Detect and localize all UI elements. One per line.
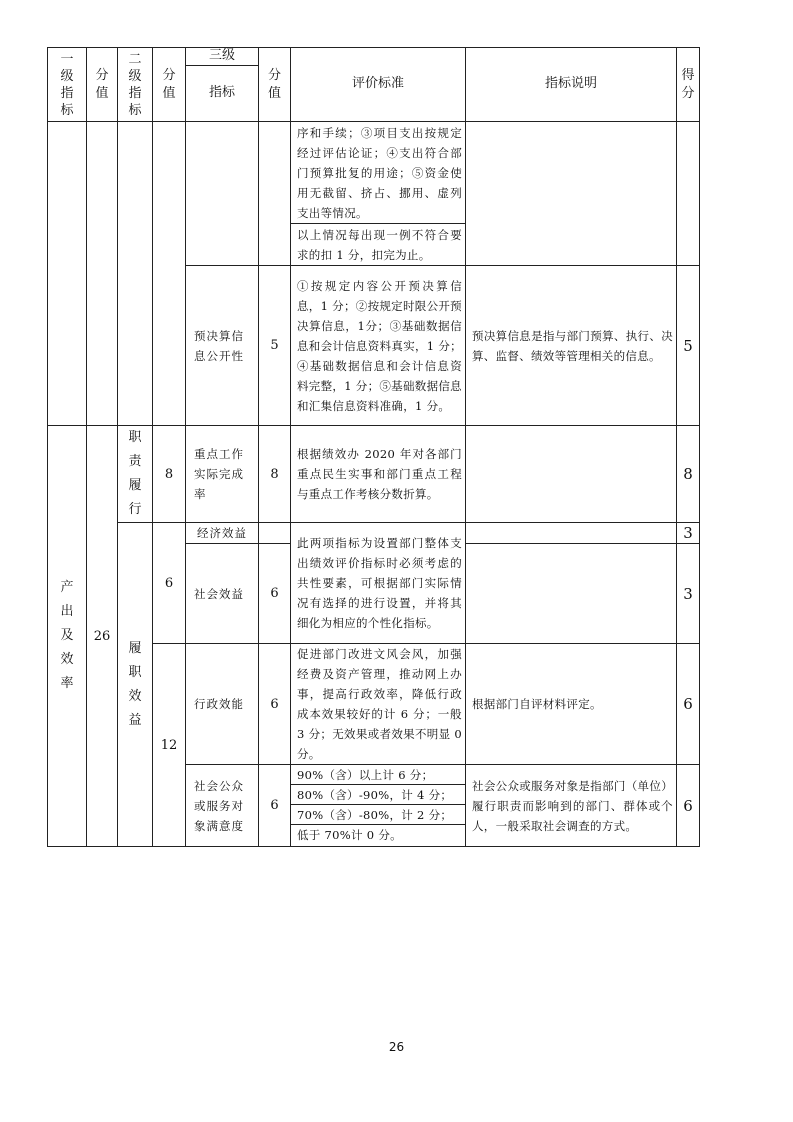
- admin-points: 6: [677, 644, 700, 765]
- admin-explanation: 根据部门自评材料评定。: [466, 644, 677, 765]
- output-score1: 26: [87, 426, 118, 847]
- cont-criteria-a: 序和手续；③项目支出按规定经过评估论证；④支出符合部门预算批复的用途；⑤资金使用无截留、挤占、挪用、虚列支出等情况。: [291, 122, 466, 224]
- key-work-criteria: 根据绩效办 2020 年对各部门重点民生实事和部门重点工程与重点工作考核分数折算。: [291, 426, 466, 523]
- benefit-level2: 履职效益: [118, 523, 153, 847]
- admin-indicator: 行政效能: [186, 644, 259, 765]
- satisfaction-points: 6: [677, 765, 700, 847]
- key-work-points: 8: [677, 426, 700, 523]
- social-score: 6: [259, 544, 291, 644]
- disclosure-explanation: 预决算信息是指与部门预算、执行、决算、监督、绩效等管理相关的信息。: [466, 266, 677, 426]
- output-level1: 产出及效率: [48, 426, 87, 847]
- satisfaction-criteria-4: 低于 70%计 0 分。: [297, 828, 402, 842]
- satisfaction-criteria-cell: [291, 765, 466, 847]
- header-score1: 分值: [87, 48, 118, 122]
- disclosure-criteria: ①按规定内容公开预决算信息，1 分；②按规定时限公开预决算信息，1分；③基础数据信息和会计信息资料真实，1 分；④基础数据信息和会计信息资料完整，1 分；⑤基础数据信息和汇集信息资料准确，1 分。: [291, 266, 466, 426]
- economic-explanation: [466, 523, 677, 544]
- key-work-score: 8: [259, 426, 291, 523]
- economic-score-cell: [259, 523, 291, 544]
- admin-score: 6: [259, 644, 291, 765]
- header-level1: 一级指标: [48, 48, 87, 122]
- economic-indicator: 经济效益: [186, 523, 259, 544]
- cont-explanation-cell: [466, 122, 677, 266]
- satisfaction-criteria-1: 90%（含）以上计 6 分；: [291, 765, 465, 785]
- cont-score3-cell: [259, 122, 291, 266]
- header-score2: 分值: [153, 48, 186, 122]
- satisfaction-score: 6: [259, 765, 291, 847]
- header-points: 得分: [677, 48, 700, 122]
- cont-level1-cell: [48, 122, 87, 426]
- cont-indicator-cell: [186, 122, 259, 266]
- cont-points-cell: [677, 122, 700, 266]
- disclosure-indicator: 预决算信息公开性: [186, 266, 259, 426]
- header-level2: 二级指标: [118, 48, 153, 122]
- benefit-sub-score-a: 6: [153, 523, 186, 644]
- satisfaction-explanation: 社会公众或服务对象是指部门（单位）履行职责而影响到的部门、群体或个人，一般采取社会调查的方式。: [466, 765, 677, 847]
- header-explanation: 指标说明: [466, 48, 677, 122]
- shared-criteria: 此两项指标为设置部门整体支出绩效评价指标时必须考虑的共性要素，可根据部门实际情况有选择的进行设置，并将其细化为相应的个性化指标。: [291, 523, 466, 644]
- duty-score2: 8: [153, 426, 186, 523]
- satisfaction-criteria-3: 70%（含）-80%，计 2 分；: [291, 805, 465, 825]
- satisfaction-criteria-2: 80%（含）-90%，计 4 分；: [291, 785, 465, 805]
- page-number: 26: [388, 1040, 405, 1054]
- benefit-sub-score-b: 12: [153, 644, 186, 847]
- evaluation-table: [47, 47, 700, 847]
- header-score3: 分值: [259, 48, 291, 122]
- header-criteria: 评价标准: [291, 48, 466, 122]
- header-level3: 三级: [186, 48, 259, 66]
- satisfaction-indicator: 社会公众或服务对象满意度: [186, 765, 259, 847]
- social-indicator: 社会效益: [186, 544, 259, 644]
- cont-score2-cell: [153, 122, 186, 426]
- key-work-explanation: [466, 426, 677, 523]
- duty-level2: 职责履行: [118, 426, 153, 523]
- cont-criteria-b: 以上情况每出现一例不符合要求的扣 1 分，扣完为止。: [291, 224, 466, 266]
- cont-score1-cell: [87, 122, 118, 426]
- key-work-indicator: 重点工作实际完成率: [186, 426, 259, 523]
- disclosure-score: 5: [259, 266, 291, 426]
- cont-level2-cell: [118, 122, 153, 426]
- economic-points: 3: [677, 523, 700, 544]
- social-points: 3: [677, 544, 700, 644]
- social-explanation: [466, 544, 677, 644]
- header-indicator: 指标: [186, 66, 259, 122]
- disclosure-points: 5: [677, 266, 700, 426]
- admin-criteria: 促进部门改进文风会风，加强经费及资产管理，推动网上办事，提高行政效率，降低行政成本效果较好的计 6 分；一般 3 分；无效果或者效果不明显 0 分。: [291, 644, 466, 765]
